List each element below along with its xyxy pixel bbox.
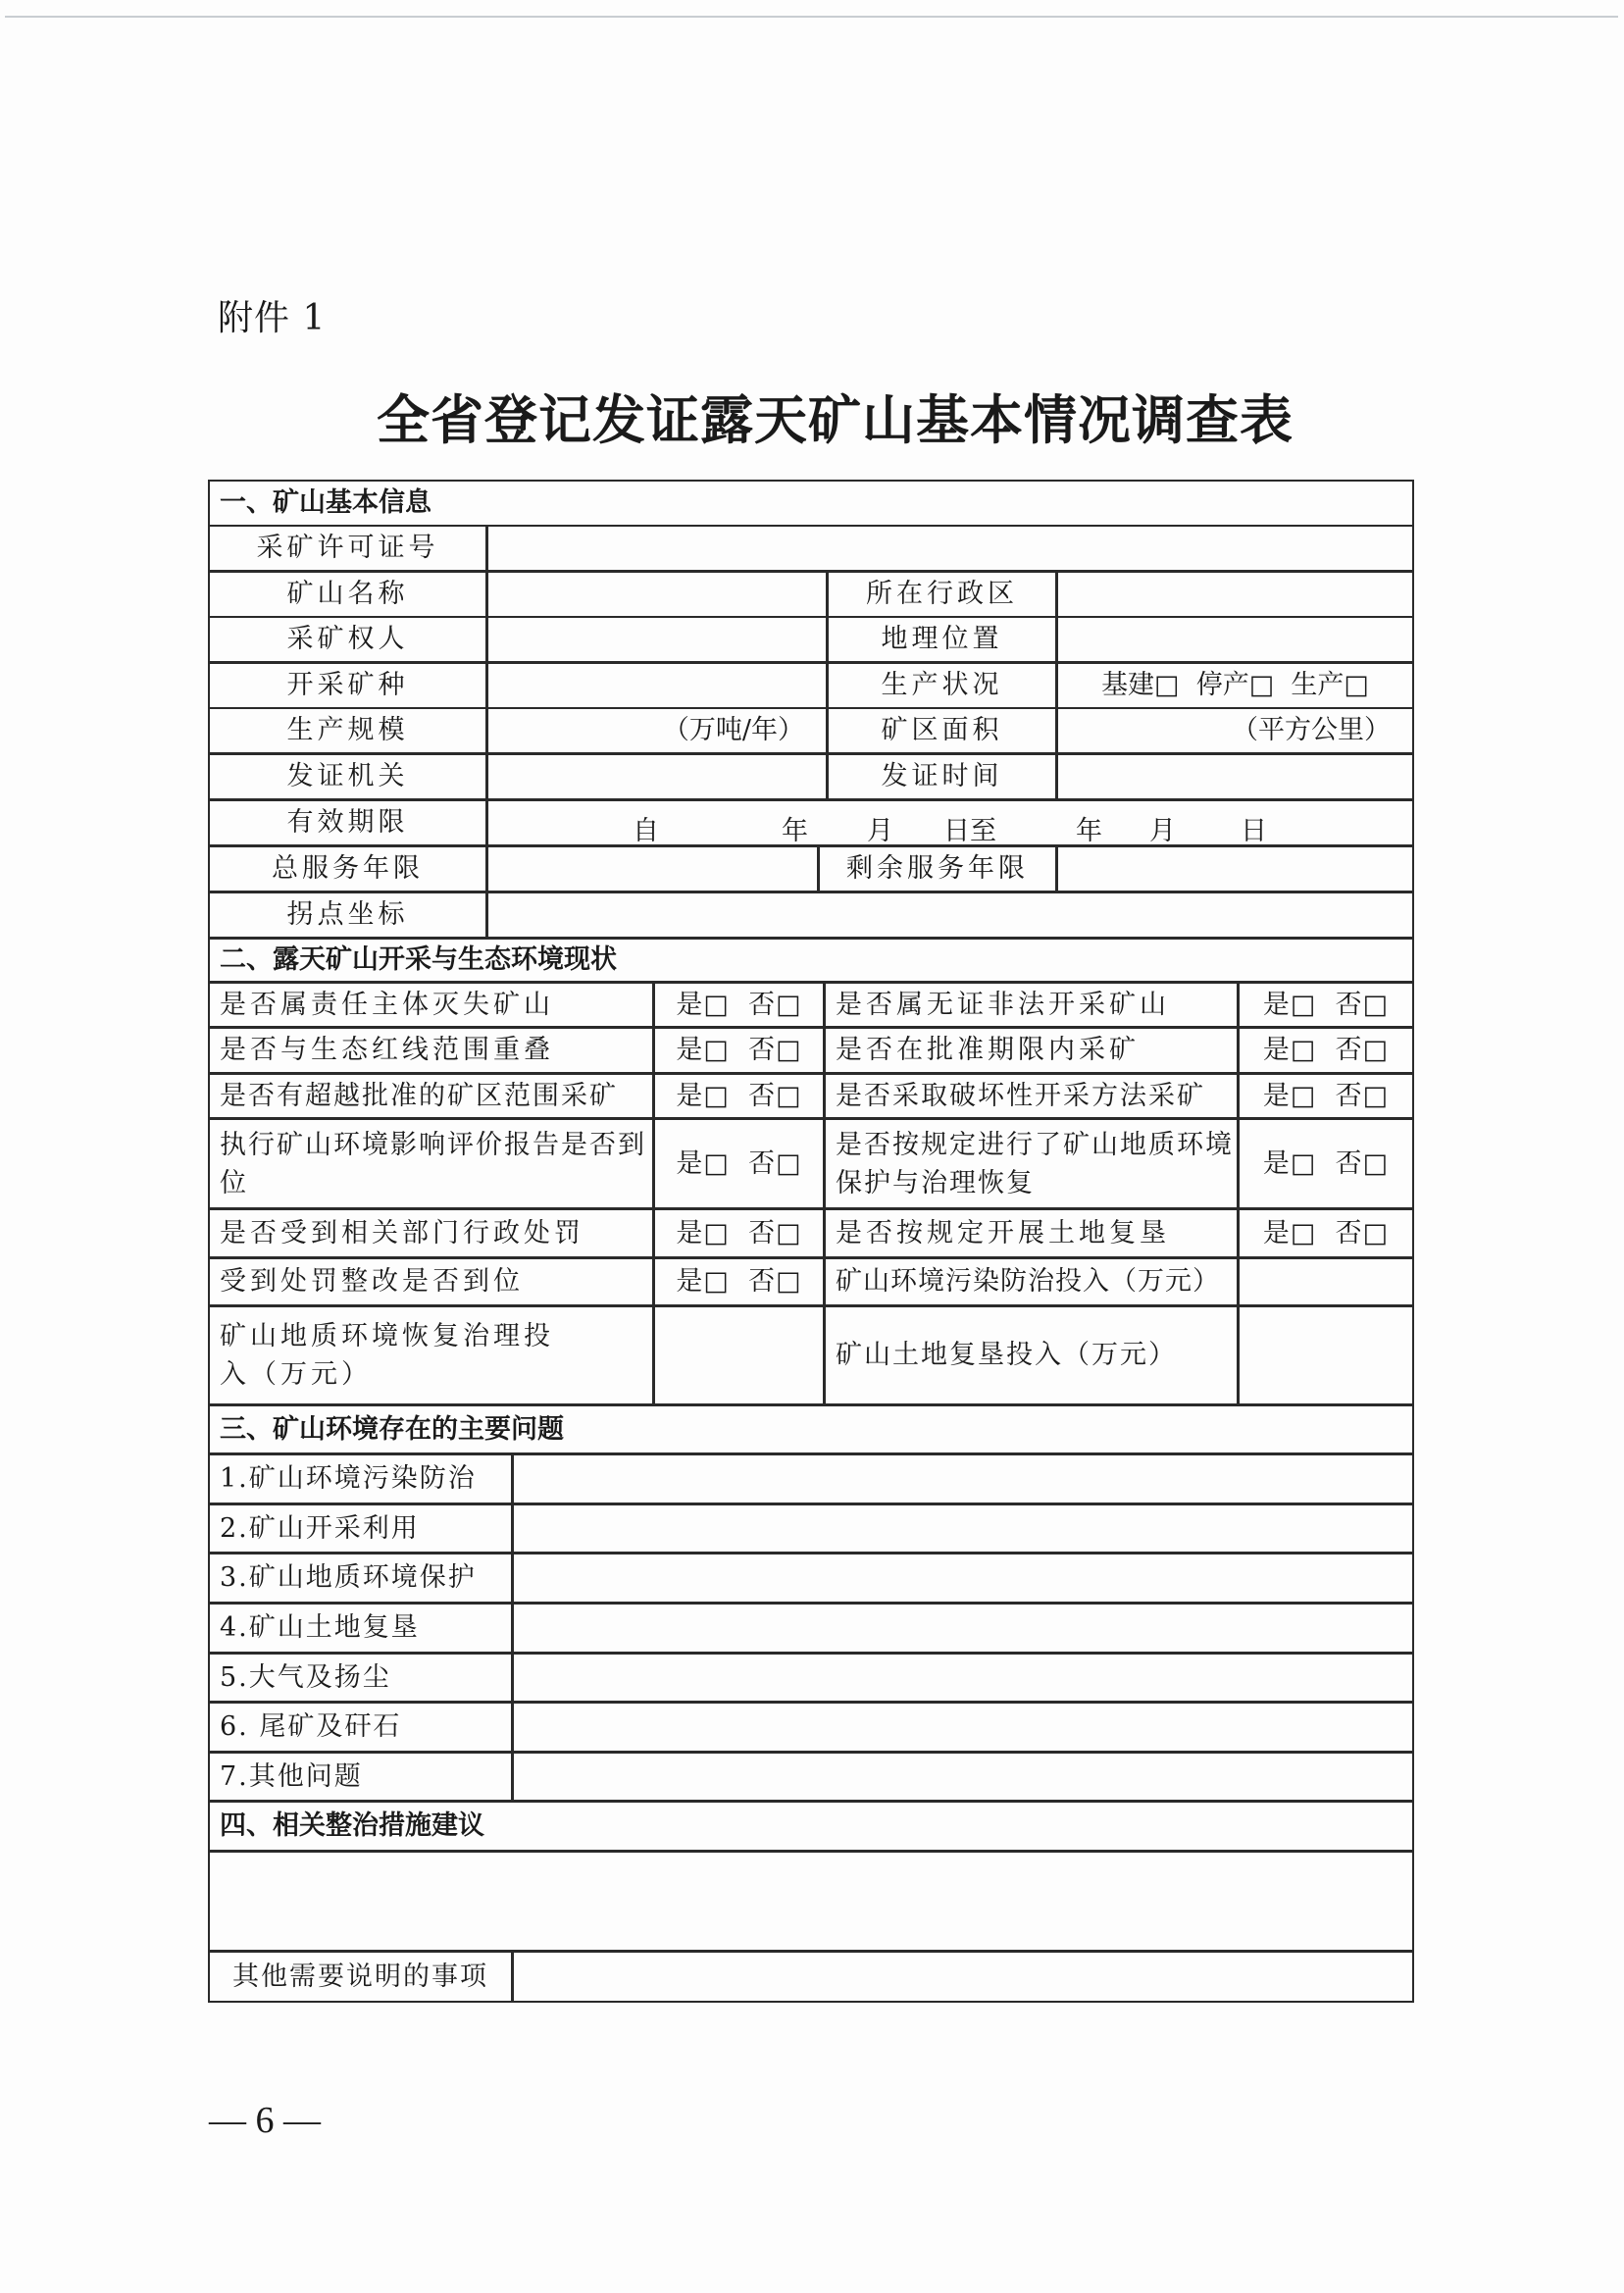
admin-region-field[interactable] bbox=[1056, 571, 1414, 618]
coordinates-field[interactable] bbox=[486, 892, 1414, 939]
s2-question: 受到处罚整改是否到位 bbox=[208, 1257, 654, 1306]
pollution-investment-field[interactable] bbox=[1238, 1257, 1414, 1306]
page-number: — 6 — bbox=[209, 2100, 321, 2141]
section3-header: 三、矿山环境存在的主要问题 bbox=[208, 1404, 1414, 1454]
mine-name-label: 矿山名称 bbox=[208, 571, 487, 618]
other-matters-label: 其他需要说明的事项 bbox=[208, 1951, 513, 2003]
validity-label: 有效期限 bbox=[208, 799, 487, 846]
scale-label: 生产规模 bbox=[208, 707, 487, 754]
s2-question: 是否按规定进行了矿山地质环境保护与治理恢复 bbox=[824, 1118, 1239, 1209]
top-rule bbox=[5, 16, 1618, 18]
issue-item-label: 2.矿山开采利用 bbox=[208, 1503, 513, 1554]
s2-question: 矿山土地复垦投入（万元） bbox=[824, 1305, 1239, 1405]
validity-from: 自 bbox=[633, 816, 659, 846]
validity-day-to: 日至 bbox=[943, 816, 996, 846]
issue-item-field[interactable] bbox=[512, 1553, 1414, 1604]
mineral-label: 开采矿种 bbox=[208, 662, 487, 709]
yes-no-checkboxes[interactable]: 是□ 否□ bbox=[1238, 1208, 1414, 1258]
s2-question: 矿山环境污染防治投入（万元） bbox=[824, 1257, 1239, 1306]
area-label: 矿区面积 bbox=[827, 707, 1057, 754]
section1-header: 一、矿山基本信息 bbox=[208, 480, 1414, 527]
yes-no-checkboxes[interactable]: 是□ 否□ bbox=[1238, 982, 1414, 1028]
production-status-label: 生产状况 bbox=[827, 662, 1057, 709]
mine-name-field[interactable] bbox=[486, 571, 828, 618]
issue-item-label: 6. 尾矿及矸石 bbox=[208, 1702, 513, 1753]
reclamation-investment-field[interactable] bbox=[1238, 1305, 1414, 1405]
yes-no-checkboxes[interactable]: 是□ 否□ bbox=[653, 1257, 825, 1306]
s2-question: 是否有超越批准的矿区范围采矿 bbox=[208, 1073, 654, 1119]
validity-year-2: 年 bbox=[1076, 816, 1102, 846]
scale-field[interactable] bbox=[486, 707, 828, 754]
license-no-field[interactable] bbox=[486, 525, 1414, 572]
area-field[interactable] bbox=[1056, 707, 1414, 754]
page-title: 全省登记发证露天矿山基本情况调查表 bbox=[377, 388, 1294, 451]
production-status-checkboxes[interactable]: 基建□ 停产□ 生产□ bbox=[1056, 662, 1414, 709]
geo-location-label: 地理位置 bbox=[827, 616, 1057, 663]
validity-year-1: 年 bbox=[782, 816, 808, 846]
geo-restoration-investment-field[interactable] bbox=[653, 1305, 825, 1405]
s2-question: 是否属无证非法开采矿山 bbox=[824, 982, 1239, 1028]
issue-item-field[interactable] bbox=[512, 1702, 1414, 1753]
geo-location-field[interactable] bbox=[1056, 616, 1414, 663]
yes-no-checkboxes[interactable]: 是□ 否□ bbox=[653, 1208, 825, 1258]
yes-no-checkboxes[interactable]: 是□ 否□ bbox=[1238, 1073, 1414, 1119]
s2-question: 是否受到相关部门行政处罚 bbox=[208, 1208, 654, 1258]
issue-time-label: 发证时间 bbox=[827, 753, 1057, 800]
mineral-field[interactable] bbox=[486, 662, 828, 709]
issue-item-label: 4.矿山土地复垦 bbox=[208, 1603, 513, 1654]
remediation-suggestions-field[interactable] bbox=[208, 1851, 1414, 1952]
other-matters-field[interactable] bbox=[512, 1951, 1414, 2003]
scale-unit: （万吨/年） bbox=[662, 715, 804, 746]
yes-no-checkboxes[interactable]: 是□ 否□ bbox=[1238, 1118, 1414, 1209]
issue-item-field[interactable] bbox=[512, 1503, 1414, 1554]
issue-item-field[interactable] bbox=[512, 1752, 1414, 1802]
issue-item-label: 3.矿山地质环境保护 bbox=[208, 1553, 513, 1604]
issue-item-label: 1.矿山环境污染防治 bbox=[208, 1453, 513, 1504]
issuer-label: 发证机关 bbox=[208, 753, 487, 800]
license-no-label: 采矿许可证号 bbox=[208, 525, 487, 572]
rights-holder-label: 采矿权人 bbox=[208, 616, 487, 663]
s2-question: 矿山地质环境恢复治理投入（万元） bbox=[208, 1305, 654, 1405]
s2-question: 执行矿山环境影响评价报告是否到位 bbox=[208, 1118, 654, 1209]
yes-no-checkboxes[interactable]: 是□ 否□ bbox=[653, 1073, 825, 1119]
s2-question: 是否采取破坏性开采方法采矿 bbox=[824, 1073, 1239, 1119]
validity-day-2: 日 bbox=[1241, 816, 1267, 846]
section4-header: 四、相关整治措施建议 bbox=[208, 1801, 1414, 1852]
issue-item-field[interactable] bbox=[512, 1603, 1414, 1654]
rights-holder-field[interactable] bbox=[486, 616, 828, 663]
remaining-years-field[interactable] bbox=[1056, 845, 1414, 892]
issue-item-label: 5.大气及扬尘 bbox=[208, 1653, 513, 1703]
issue-item-field[interactable] bbox=[512, 1653, 1414, 1703]
s2-question: 是否按规定开展土地复垦 bbox=[824, 1208, 1239, 1258]
yes-no-checkboxes[interactable]: 是□ 否□ bbox=[653, 982, 825, 1028]
issue-item-field[interactable] bbox=[512, 1453, 1414, 1504]
issue-item-label: 7.其他问题 bbox=[208, 1752, 513, 1802]
s2-question: 是否在批准期限内采矿 bbox=[824, 1027, 1239, 1074]
yes-no-checkboxes[interactable]: 是□ 否□ bbox=[1238, 1027, 1414, 1074]
remaining-years-label: 剩余服务年限 bbox=[818, 845, 1057, 892]
validity-month-1: 月 bbox=[867, 816, 893, 846]
yes-no-checkboxes[interactable]: 是□ 否□ bbox=[653, 1118, 825, 1209]
s2-question: 是否与生态红线范围重叠 bbox=[208, 1027, 654, 1074]
total-years-label: 总服务年限 bbox=[208, 845, 487, 892]
s2-question: 是否属责任主体灭失矿山 bbox=[208, 982, 654, 1028]
section2-header: 二、露天矿山开采与生态环境现状 bbox=[208, 938, 1414, 983]
yes-no-checkboxes[interactable]: 是□ 否□ bbox=[653, 1027, 825, 1074]
coordinates-label: 拐点坐标 bbox=[208, 892, 487, 939]
issue-time-field[interactable] bbox=[1056, 753, 1414, 800]
area-unit: （平方公里） bbox=[1232, 715, 1391, 746]
total-years-field[interactable] bbox=[486, 845, 819, 892]
issuer-field[interactable] bbox=[486, 753, 828, 800]
attachment-label: 附件 1 bbox=[218, 298, 327, 338]
admin-region-label: 所在行政区 bbox=[827, 571, 1057, 618]
validity-month-2: 月 bbox=[1149, 816, 1176, 846]
